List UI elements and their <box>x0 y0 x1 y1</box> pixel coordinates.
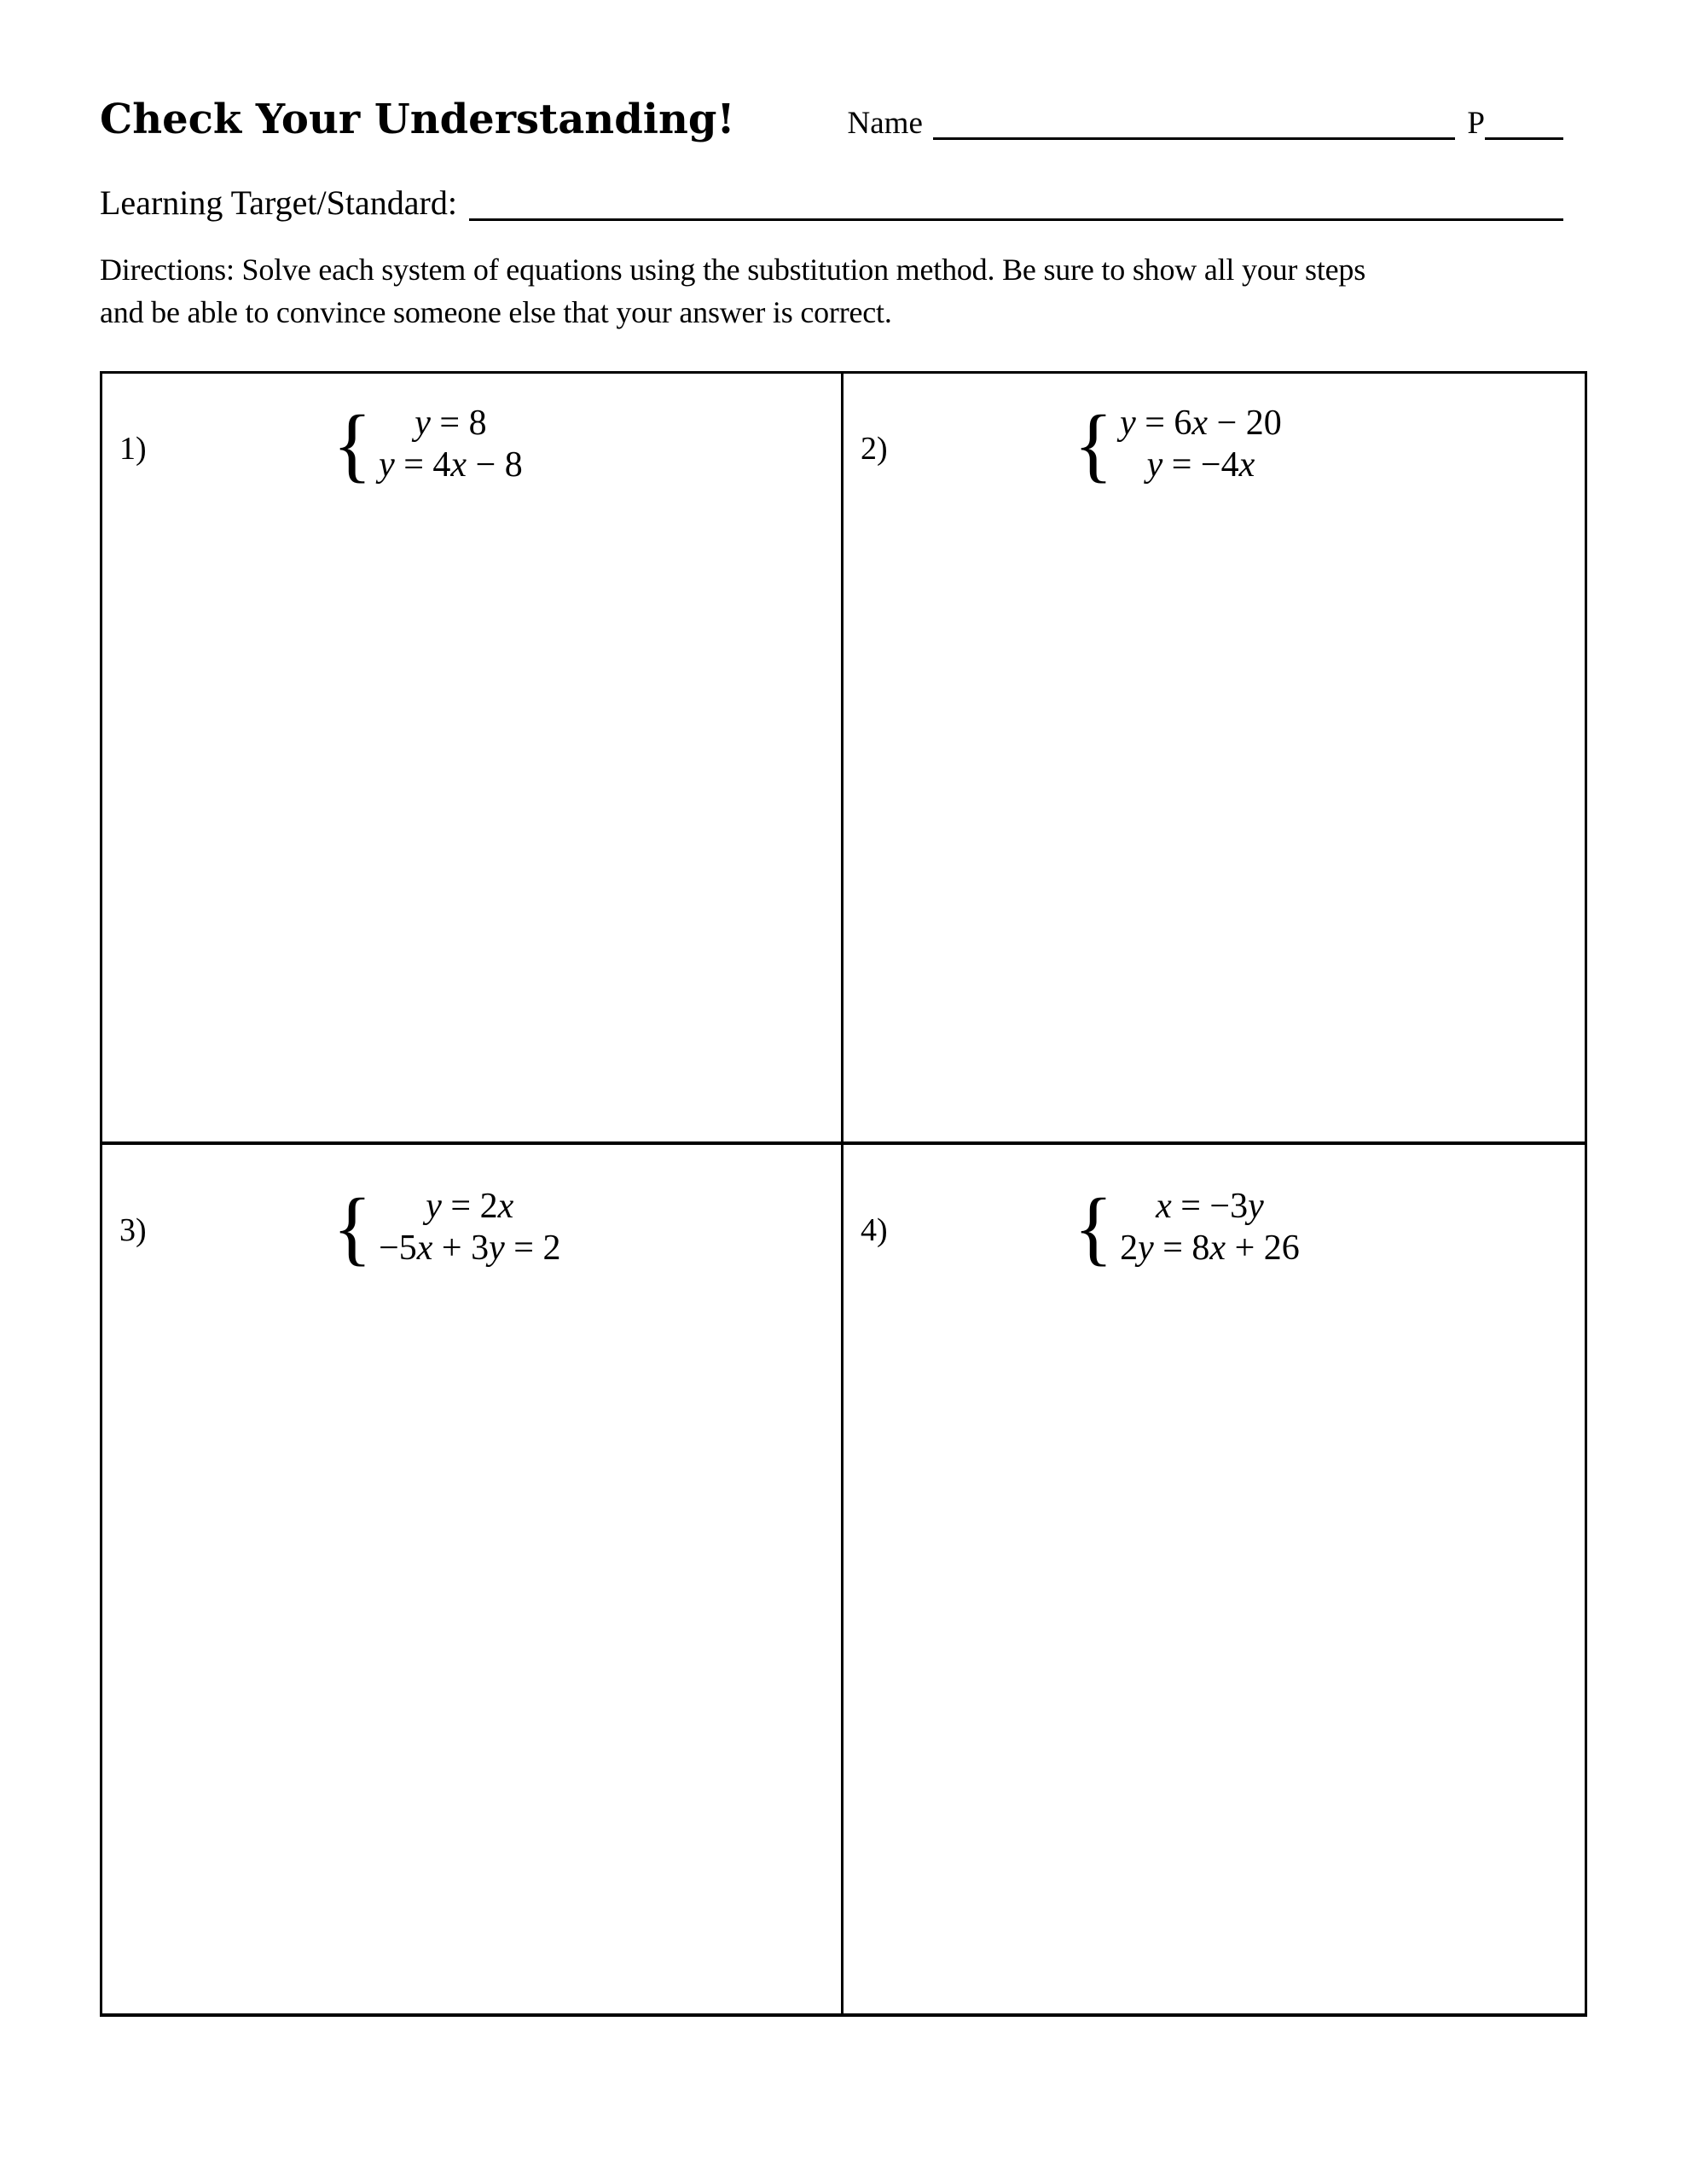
learning-target-label: Learning Target/Standard: <box>100 183 457 222</box>
equations-4 <box>1120 1186 1300 1269</box>
learning-target-row <box>100 183 1563 223</box>
equation-4b: 2y = 8x + 26 <box>1120 1228 1300 1268</box>
page-title: Check Your Understanding! <box>100 96 735 143</box>
problem-cell-4 <box>844 1145 1585 2013</box>
problem-cell-1 <box>102 374 844 1145</box>
left-brace: { <box>1074 397 1114 491</box>
equation-4a: x = −3y <box>1156 1186 1264 1226</box>
header-row <box>100 96 1563 145</box>
left-brace: { <box>333 397 373 491</box>
problem-number-1: 1) <box>119 430 147 467</box>
name-blank-line <box>933 122 1456 140</box>
period-blank-line <box>1485 122 1563 140</box>
equation-2a: y = 6x − 20 <box>1120 403 1282 443</box>
problem-number-3: 3) <box>119 1211 147 1248</box>
system-of-equations-4 <box>1074 1180 1300 1274</box>
directions-line-1: Directions: Solve each system of equations using the substitution method. Be sure to show all your steps <box>100 252 1366 287</box>
learning-target-blank-line <box>469 203 1563 221</box>
equation-2b: y = −4x <box>1146 444 1255 485</box>
system-of-equations-3 <box>333 1180 561 1274</box>
equation-1b: y = 4x − 8 <box>379 444 523 485</box>
period-label: P <box>1467 106 1485 141</box>
equations-2 <box>1120 403 1282 486</box>
equation-3a: y = 2x <box>426 1186 514 1226</box>
system-of-equations-2 <box>1074 397 1282 491</box>
system-of-equations-1 <box>333 397 523 491</box>
left-brace: { <box>1074 1180 1114 1274</box>
directions-text <box>100 248 1587 334</box>
problem-cell-3 <box>102 1145 844 2013</box>
equation-1a: y = 8 <box>415 403 487 443</box>
problems-grid <box>100 371 1587 2017</box>
problem-number-4: 4) <box>861 1211 888 1248</box>
left-brace: { <box>333 1180 373 1274</box>
name-label: Name <box>847 106 923 141</box>
directions-line-2: and be able to convince someone else that your answer is correct. <box>100 294 892 329</box>
problem-number-2: 2) <box>861 430 888 467</box>
equations-1 <box>379 403 523 486</box>
equation-3b: −5x + 3y = 2 <box>379 1228 561 1268</box>
problem-cell-2 <box>844 374 1585 1145</box>
equations-3 <box>379 1186 560 1269</box>
